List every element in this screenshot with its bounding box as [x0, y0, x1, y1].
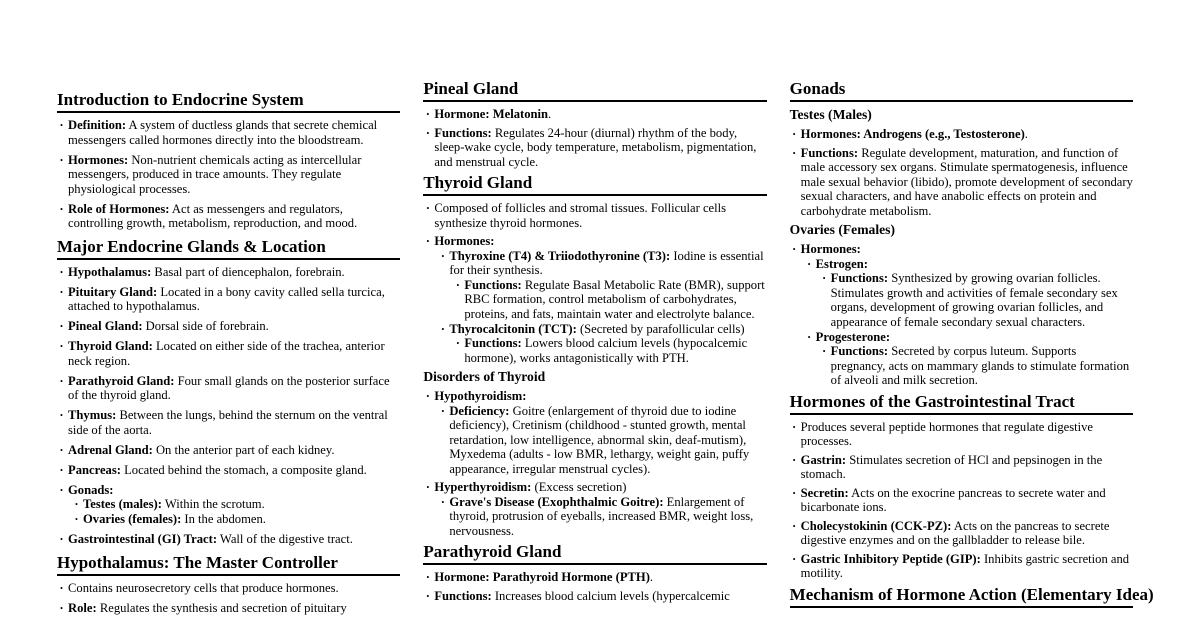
list-item	[790, 420, 1133, 449]
list-item	[423, 126, 766, 170]
section-heading: Introduction to Endocrine System	[57, 90, 400, 113]
list-item	[57, 532, 400, 547]
bullet-list	[57, 118, 400, 231]
term-label: Parathyroid Gland:	[68, 373, 175, 388]
item-text: Increases blood calcium levels (hypercalcemic	[491, 588, 730, 603]
item-text: Located behind the stomach, a composite gland.	[120, 462, 367, 477]
subsection-heading: Testes (Males)	[789, 107, 872, 122]
item-text: Non-nutrient chemicals acting as intercellular messengers, produced in trace amounts. They regulate physiological processes.	[68, 152, 362, 196]
term-label: Gastric Inhibitory Peptide (GIP):	[800, 551, 981, 566]
nested-bullet-list	[72, 497, 400, 527]
item-text: Composed of follicles and stromal tissues. Follicular cells synthesize thyroid hormones.	[434, 201, 727, 230]
bullet-list	[790, 420, 1133, 581]
list-item	[790, 552, 1133, 581]
list-item	[57, 408, 400, 437]
list-item	[57, 285, 400, 314]
item-text: In the abdomen.	[181, 512, 266, 526]
term-label: Thyrocalcitonin (TCT):	[449, 321, 577, 336]
list-item	[423, 480, 766, 538]
section-heading: Hypothalamus: The Master Controller	[57, 553, 400, 576]
list-item	[423, 201, 766, 230]
list-item	[438, 495, 766, 539]
list-item	[423, 570, 766, 585]
item-text: Located in a bony cavity called sella turcica, attached to hypothalamus.	[68, 284, 385, 313]
list-item	[72, 512, 400, 527]
list-item	[423, 234, 766, 365]
term-label: Deficiency:	[449, 403, 510, 418]
subsection-heading: Ovaries (Females)	[789, 222, 895, 237]
term-label: Functions:	[464, 277, 522, 292]
section-heading: Gonads	[790, 79, 1133, 102]
term-label: Pituitary Gland:	[68, 284, 158, 299]
nested-bullet-list	[438, 495, 766, 539]
column-1	[57, 79, 400, 621]
bullet-list	[57, 581, 400, 616]
term-label: Estrogen:	[815, 256, 868, 271]
item-text: On the anterior part of each kidney.	[152, 442, 335, 457]
list-item	[790, 146, 1133, 219]
item-text: Produces several peptide hormones that regulate digestive processes.	[800, 419, 1094, 448]
term-label: Hormones:	[434, 234, 495, 248]
bullet-list	[790, 127, 1133, 218]
item-text: Lowers blood calcium levels (hypocalcemic hormone), works antagonistically with PTH.	[464, 336, 748, 365]
term-label: Functions:	[830, 344, 889, 358]
item-text: Goitre (enlargement of thyroid due to iodine deficiency), Cretinism (childhood - stunted growth, mental retardation, low intelligence, abnormal skin, deaf-mutism), Myxedema (adults - low BMR, lethargy, weight gain, puffy appearance, irregular menstrual cycles).	[449, 403, 750, 476]
nested-bullet-list	[438, 249, 766, 366]
list-item	[453, 278, 766, 322]
term-label: Hormones:	[68, 152, 129, 167]
list-item	[57, 118, 400, 147]
item-text: Within the scrotum.	[161, 497, 265, 511]
list-item	[72, 497, 400, 512]
list-item	[57, 443, 400, 458]
subsection-heading: Disorders of Thyroid	[423, 369, 546, 384]
item-text: Acts on the pancreas to secrete digestive enzymes and on the gallbladder to release bile.	[800, 518, 1110, 547]
term-label: Ovaries (females):	[83, 512, 182, 526]
item-text: .	[649, 570, 654, 584]
term-label: Progesterone:	[815, 329, 891, 344]
list-item	[57, 463, 400, 478]
bullet-list	[423, 107, 766, 169]
term-label: Pineal Gland:	[68, 319, 143, 333]
list-item	[57, 153, 400, 197]
list-item	[820, 344, 1133, 388]
list-item	[57, 601, 400, 616]
item-text: Located on either side of the trachea, anterior neck region.	[68, 339, 385, 368]
item-text: Regulates 24-hour (diurnal) rhythm of the body, sleep-wake cycle, body temperature, metabolism, pigmentation, and menstrual cycle.	[434, 125, 757, 169]
section-heading: Parathyroid Gland	[423, 542, 766, 565]
term-label: Cholecystokinin (CCK-PZ):	[800, 518, 952, 533]
column-3	[789, 79, 1154, 613]
list-item	[57, 265, 400, 280]
section-heading: Thyroid Gland	[423, 173, 766, 196]
term-label: Definition:	[68, 118, 127, 132]
term-label: Functions:	[434, 125, 492, 140]
item-text: Four small glands on the posterior surface of the thyroid gland.	[68, 373, 390, 402]
list-item	[790, 127, 1133, 142]
item-text: Acts on the exocrine pancreas to secrete water and bicarbonate ions.	[800, 485, 1106, 514]
term-label: Gastrointestinal (GI) Tract:	[68, 532, 218, 546]
term-label: Role of Hormones:	[68, 201, 170, 216]
nested-bullet-list	[438, 404, 766, 477]
list-item	[423, 107, 766, 122]
bullet-list	[57, 265, 400, 547]
nested-bullet-list	[453, 278, 766, 322]
term-label: Functions:	[830, 271, 889, 285]
term-label: Testes (males):	[83, 497, 162, 511]
item-text: Contains neurosecretory cells that produce hormones.	[68, 580, 339, 595]
list-item	[57, 202, 400, 231]
item-text: .	[548, 107, 552, 121]
bullet-list	[423, 570, 766, 603]
item-text: Wall of the digestive tract.	[217, 532, 353, 546]
nested-bullet-list	[453, 336, 766, 365]
list-item	[805, 257, 1133, 330]
item-text: .	[1024, 127, 1028, 141]
list-item	[438, 322, 766, 366]
term-label: Gastrin:	[800, 452, 847, 467]
term-label: Pancreas:	[68, 462, 121, 477]
nested-bullet-list	[820, 271, 1133, 329]
list-item	[453, 336, 766, 365]
list-item	[423, 589, 766, 604]
column-2	[423, 79, 766, 607]
term-label: Hypothalamus:	[68, 264, 152, 279]
term-label: Gonads:	[68, 482, 114, 497]
list-item	[438, 249, 766, 322]
item-text: Regulate development, maturation, and function of male accessory sex organs. Stimulate spermatogenesis, influence male sexual behavior (libido), promote development of secondary sexual characters, and have anabolic effects on protein and carbohydrate metabolism.	[800, 145, 1133, 218]
nested-bullet-list	[805, 257, 1133, 388]
item-text: A system of ductless glands that secrete chemical messengers called hormones directly into the bloodstream.	[68, 118, 378, 147]
term-label: Role:	[68, 600, 97, 615]
term-label: Thyroid Gland:	[68, 339, 153, 353]
section-heading: Major Endocrine Glands & Location	[57, 237, 400, 260]
item-text: Synthesized by growing ovarian follicles. Stimulates growth and activities of female secondary sex organs, development of growing ovarian follicles, and appearance of female secondary sexual characters.	[830, 271, 1118, 329]
term-label: Hypothyroidism:	[434, 389, 527, 403]
term-label: Functions:	[800, 145, 859, 160]
term-label: Hormones:	[800, 242, 861, 256]
item-text: (Secreted by parafollicular cells)	[576, 321, 745, 336]
term-label: Hormone: Parathyroid Hormone (PTH)	[434, 570, 650, 584]
list-item	[790, 486, 1133, 515]
list-item	[57, 319, 400, 334]
item-text: Secreted by corpus luteum. Supports pregnancy, acts on mammary glands to stimulate formation of alveoli and milk secretion.	[830, 344, 1130, 387]
list-item	[423, 389, 766, 476]
list-item	[805, 330, 1133, 388]
item-text: Stimulates secretion of HCl and pepsinogen in the stomach.	[800, 452, 1103, 481]
nested-bullet-list	[820, 344, 1133, 388]
list-item	[57, 339, 400, 368]
list-item	[438, 404, 766, 477]
term-label: Hormones: Androgens (e.g., Testosterone)	[800, 127, 1025, 141]
bullet-list	[423, 389, 766, 538]
term-label: Thyroxine (T4) & Triiodothyronine (T3):	[449, 248, 671, 263]
item-text: Regulate Basal Metabolic Rate (BMR), support RBC formation, control metabolism of carbohydrates, proteins, and fats, maintain water and electrolyte balance.	[464, 277, 765, 321]
item-text: Enlargement of thyroid, protrusion of eyeballs, increased BMR, weight loss, nervousness.	[449, 494, 754, 538]
section-heading: Mechanism of Hormone Action (Elementary Idea)	[790, 585, 1133, 608]
list-item	[57, 581, 400, 596]
item-text: Act as messengers and regulators, controlling growth, metabolism, reproduction, and mood.	[68, 201, 358, 230]
section-heading: Hormones of the Gastrointestinal Tract	[790, 392, 1133, 415]
item-text: Between the lungs, behind the sternum on the ventral side of the aorta.	[68, 408, 388, 437]
list-item	[57, 374, 400, 403]
item-text: Iodine is essential for their synthesis.	[449, 248, 764, 277]
term-label: Thymus:	[68, 408, 117, 422]
item-text: Regulates the synthesis and secretion of pituitary	[96, 600, 347, 615]
term-label: Hyperthyroidism:	[434, 480, 532, 494]
item-text: Dorsal side of forebrain.	[142, 319, 269, 333]
list-item	[790, 242, 1133, 388]
list-item	[790, 519, 1133, 548]
term-label: Functions:	[434, 588, 492, 603]
list-item	[57, 483, 400, 527]
term-label: Grave's Disease (Exophthalmic Goitre):	[449, 494, 664, 509]
term-label: Hormone: Melatonin	[434, 107, 549, 121]
section-heading: Pineal Gland	[423, 79, 766, 102]
bullet-list	[423, 201, 766, 365]
term-label: Secretin:	[800, 485, 849, 500]
item-text: Basal part of diencephalon, forebrain.	[151, 264, 345, 279]
item-text: (Excess secretion)	[531, 480, 627, 494]
list-item	[790, 453, 1133, 482]
list-item	[820, 271, 1133, 329]
bullet-list	[790, 242, 1133, 388]
term-label: Adrenal Gland:	[68, 442, 153, 457]
item-text: Inhibits gastric secretion and motility.	[800, 551, 1130, 580]
term-label: Functions:	[464, 336, 522, 350]
